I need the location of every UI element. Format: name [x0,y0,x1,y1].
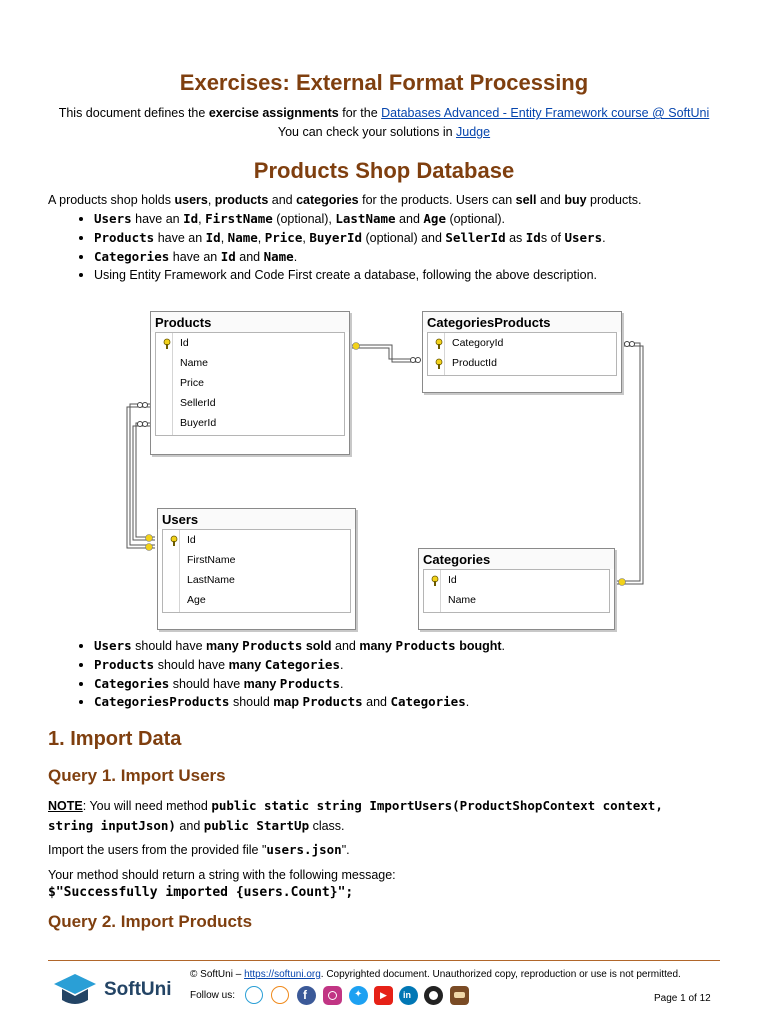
code: Products [302,694,363,710]
column-row [428,333,616,353]
desc-text: for the products. Users can [358,193,516,207]
intro-bold: exercise assignments [208,106,339,120]
table-columns [423,569,610,613]
desc-bold: products [214,193,269,207]
github-icon[interactable] [424,986,443,1005]
return-line: Your method should return a string with the following message: [48,868,396,882]
column-name: SellerId [180,397,216,409]
code: users.json [266,842,342,857]
query-2-heading: Query 2. Import Products [48,912,253,931]
code: Categories [390,694,466,710]
footer-divider [48,960,720,961]
column-name: CategoryId [452,337,504,349]
query-1-heading: Query 1. Import Users [48,766,226,785]
table-title: Users [158,509,355,529]
code: LastName [335,211,396,226]
text: © SoftUni – [190,969,245,980]
table-title: Products [151,312,349,332]
column-row [163,590,350,610]
judge-text: You can check your solutions in [277,125,457,139]
logo-text: SoftUni [104,979,172,1000]
intro-text-2: for the [338,106,382,120]
text: . [501,639,506,653]
text: should [229,695,274,710]
code: SellerId [445,229,506,245]
desc-bold: users [174,193,208,207]
categories-products-table [422,311,622,393]
text: . [293,249,298,264]
linkedin-icon[interactable]: in [399,986,418,1005]
column-name: LastName [187,574,235,586]
bold: map [273,695,299,710]
blog-icon[interactable] [450,986,469,1005]
column-row [163,530,350,550]
text: , [302,230,310,245]
document-title: Exercises: External Format Processing [179,70,589,95]
code: Categories [94,675,170,691]
column-row [156,373,344,393]
code: Categories [264,656,340,672]
desc-bold: buy [564,193,587,207]
products-table [150,311,350,455]
desc-bold: sell [515,193,537,207]
section-title: Products Shop Database [253,158,515,183]
text: should have [169,676,244,691]
text: have an [131,212,184,226]
text: . Copyrighted document. Unauthorized copy, reproduction or use is not permitted. [320,969,681,980]
text: , [257,230,265,245]
note-paragraph [48,796,728,836]
table-columns [427,332,617,376]
column-name: Age [187,594,206,606]
code: Users [564,229,603,245]
table-title: Categories [419,549,614,569]
code: Price [264,229,303,245]
column-row [163,550,350,570]
code: Products [94,656,155,672]
column-name: Id [187,534,196,546]
bold: bought [459,639,502,653]
softuni-foundation-icon[interactable] [245,986,263,1004]
column-row [428,353,616,373]
text: Using Entity Framework and Code First create a database, following the above description. [94,268,598,283]
softuni-link[interactable]: https://softuni.org [244,969,321,980]
code: Users [94,211,132,226]
softuni-logo [50,970,180,1010]
text: (optional) and [362,230,446,245]
import-users-line [48,842,350,857]
bold: many [359,639,393,653]
text: , [198,212,206,226]
follow-us-label: Follow us: [190,990,236,1001]
text: . [339,676,344,691]
text: have an [154,230,206,245]
categories-table [418,548,615,630]
import-data-heading: 1. Import Data [48,728,182,750]
code: Products [395,638,456,653]
column-row [424,590,609,610]
code: public static string ImportUsers(ProductShopContext context, [211,798,663,813]
column-name: BuyerId [180,417,217,429]
code: CategoriesProducts [94,694,230,710]
text: and [235,249,264,264]
column-row [156,413,344,433]
column-row [156,333,344,353]
text: ". [341,843,350,857]
column-row [163,570,350,590]
list-item [94,637,768,656]
facebook-icon[interactable]: f [297,986,316,1005]
code: Id [220,248,236,264]
bold: many [243,676,277,691]
text: have an [169,249,221,264]
code: FirstName [205,211,273,226]
list-item [94,656,768,675]
judge-link[interactable]: Judge [456,125,491,139]
text: and [175,819,204,833]
column-name: Name [180,357,209,369]
text: should have [131,639,206,653]
code: string inputJson) [48,818,176,833]
intro-text: This document defines the [58,106,209,120]
desc-text: products. [586,193,642,207]
code: Users [94,638,132,653]
text: as [505,230,526,245]
text: . [339,657,344,672]
column-name: FirstName [187,554,236,566]
note-label: NOTE [48,799,83,813]
column-name: Price [180,377,204,389]
relationship-list [48,637,768,712]
table-columns [155,332,345,436]
return-code: $"Successfully imported {users.Count}"; [48,885,354,900]
code: Products [242,638,303,653]
code: public StartUp [203,818,310,833]
text: s of [540,230,565,245]
text: . [602,230,606,245]
column-name: Id [180,337,189,349]
text: and [395,212,424,226]
bold: many [228,657,262,672]
column-name: Name [448,594,477,606]
desc-bold: categories [296,193,359,207]
desc-text: and [536,193,565,207]
code: Id [525,229,541,245]
copyright-text [190,969,681,980]
bold: sold [305,639,332,653]
twitter-icon[interactable]: ✦ [349,986,368,1005]
column-name: ProductId [452,357,497,369]
list-item [94,675,768,694]
desc-text: and [268,193,297,207]
code: Age [423,211,446,226]
code: Name [263,248,294,264]
page-number: Page 1 of 12 [654,993,711,1004]
text: and [362,695,391,710]
graduation-cap-icon [50,970,100,1010]
text: Import the users from the provided file " [48,843,267,857]
softuni-kids-icon[interactable] [271,986,289,1004]
table-title: CategoriesProducts [423,312,621,332]
column-row [156,353,344,373]
bold: many [206,639,239,653]
youtube-icon[interactable]: ▶ [374,986,393,1005]
instagram-icon[interactable] [323,986,342,1005]
text: : You will need method [82,799,212,813]
code: BuyerId [309,229,363,245]
code: Id [183,211,199,226]
table-columns [162,529,351,613]
key-icon [434,357,444,377]
text: class. [309,819,345,833]
code: Id [205,229,221,245]
desc-text: A products shop holds [48,193,175,207]
code: Name [227,229,258,245]
column-row [156,393,344,413]
code: Categories [94,248,170,264]
code: Products [279,675,340,691]
text: , [220,230,228,245]
column-row [424,570,609,590]
text: should have [154,657,229,672]
column-name: Id [448,574,457,586]
desc-text: , [207,193,215,207]
code: Products [94,229,155,245]
text: . [465,695,470,710]
text: (optional). [445,212,506,226]
course-link[interactable]: Databases Advanced - Entity Framework course @ SoftUni [381,106,710,120]
list-item [94,693,768,712]
users-table [157,508,356,630]
text: (optional), [272,212,336,226]
text: and [331,639,360,653]
